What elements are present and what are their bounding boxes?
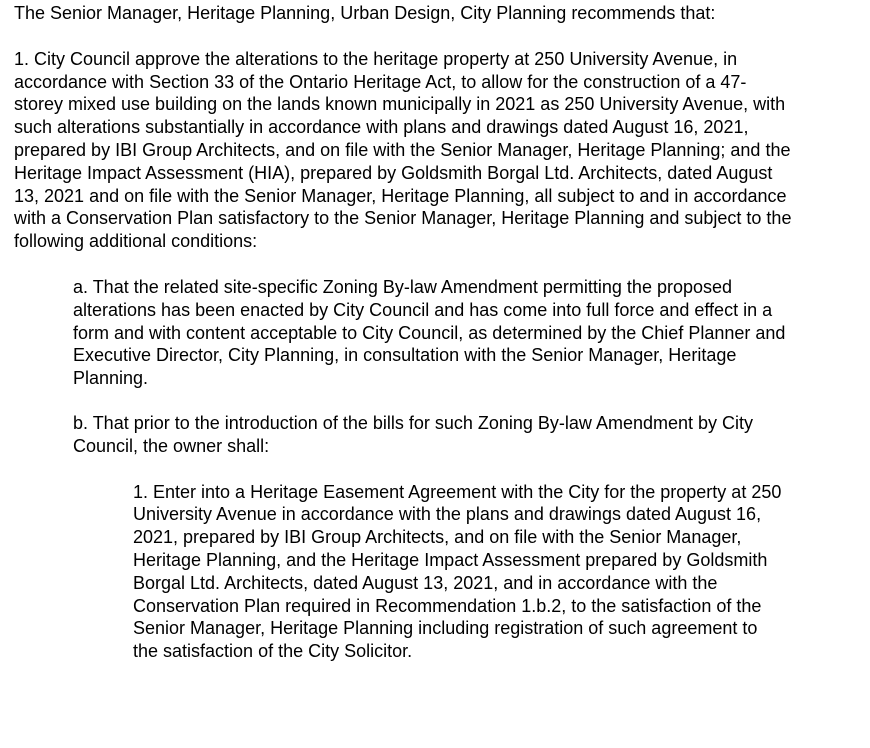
condition-b-1: 1. Enter into a Heritage Easement Agreement with the City for the property at 250 University Avenue in accordance with the plans and drawings dated August 16, 2021, prepared by IBI Group Architects, and on file with the Senior Manager, Heritage Planning, and the Heritage Impact Assessment prepared by Goldsmith Borgal Ltd. Architects, dated August 13, 2021, and in accordance with the Conservation Plan required in Recommendation 1.b.2, to the satisfaction of the Senior Manager, Heritage Planning including registration of such agreement to the satisfaction of the City Solicitor.: [133, 481, 782, 662]
recommendation-1: 1. City Council approve the alterations to the heritage property at 250 University Avenue, in accordance with Section 33 of the Ontario Heritage Act, to allow for the construction of a 47-storey mixed use building on the lands known municipally in 2021 as 250 University Avenue, with such alterations substantially in accordance with plans and drawings dated August 16, 2021, prepared by IBI Group Architects, and on file with the Senior Manager, Heritage Planning; and the Heritage Impact Assessment (HIA), prepared by Goldsmith Borgal Ltd. Architects, dated August 13, 2021 and on file with the Senior Manager, Heritage Planning, all subject to and in accordance with a Conservation Plan satisfactory to the Senior Manager, Heritage Planning and subject to the following additional conditions:: [14, 48, 792, 252]
condition-b: b. That prior to the introduction of the bills for such Zoning By-law Amendment by City Council, the owner shall:: [73, 412, 754, 456]
document-body: [14, 2, 814, 663]
condition-a: a. That the related site-specific Zoning By-law Amendment permitting the proposed alterations has been enacted by City Council and has come into full force and effect in a form and with content acceptable to City Council, as determined by the Chief Planner and Executive Director, City Planning, in consultation with the Senior Manager, Heritage Planning.: [73, 276, 786, 389]
intro-paragraph: The Senior Manager, Heritage Planning, Urban Design, City Planning recommends that:: [14, 3, 716, 23]
